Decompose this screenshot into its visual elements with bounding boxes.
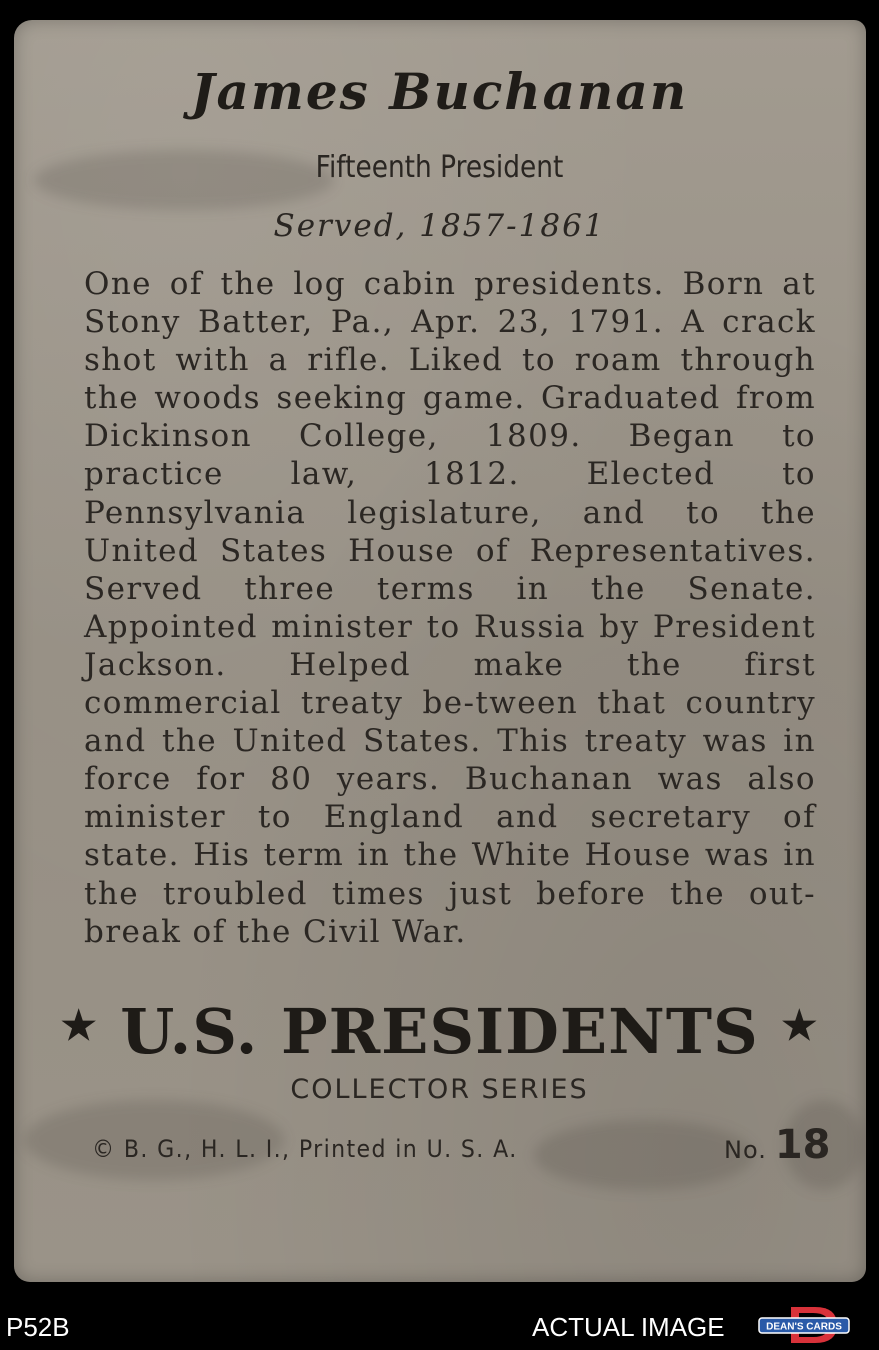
card-number-label: No. bbox=[724, 1136, 767, 1164]
star-icon: ★ bbox=[781, 1002, 819, 1049]
star-icon: ★ bbox=[60, 1002, 98, 1049]
card-number-value: 18 bbox=[774, 1122, 831, 1168]
served-years: Served, 1857-1861 bbox=[273, 208, 606, 244]
deans-cards-logo-icon bbox=[757, 1305, 851, 1345]
series-title bbox=[0, 995, 879, 1068]
president-name: James Buchanan bbox=[190, 62, 689, 121]
card-number bbox=[724, 1122, 831, 1168]
card-stain bbox=[534, 1120, 754, 1190]
biography-text: One of the log cabin presidents. Born at Stony Batter, Pa., Apr. 23, 1791. A crack shot with a rifle. Liked to roam through the woods seeking game. Graduated from Dickinson College, 1809. Began to practice law, 1812. Elected to Pennsylvania legislature, and to the United States House of Representatives. Served three terms in the Senate. Appointed minister to Russia by President Jackson. Helped make the first commercial treaty be-tween that country and the United States. This treaty was in force for 80 years. Buchanan was also minister to England and secretary of state. His term in the White House was in the troubled times just before the out-break of the Civil War. bbox=[84, 266, 816, 950]
series-title-text: U.S. PRESIDENTS bbox=[120, 995, 759, 1068]
svg-text:DEAN'S CARDS: DEAN'S CARDS bbox=[766, 1321, 842, 1333]
collector-series-label: COLLECTOR SERIES bbox=[290, 1074, 589, 1105]
copyright-line: © B. G., H. L. I., Printed in U. S. A. bbox=[92, 1135, 518, 1163]
set-code-label: P52B bbox=[6, 1312, 70, 1342]
actual-image-label: ACTUAL IMAGE bbox=[532, 1312, 725, 1342]
president-ordinal: Fifteenth President bbox=[315, 150, 564, 185]
